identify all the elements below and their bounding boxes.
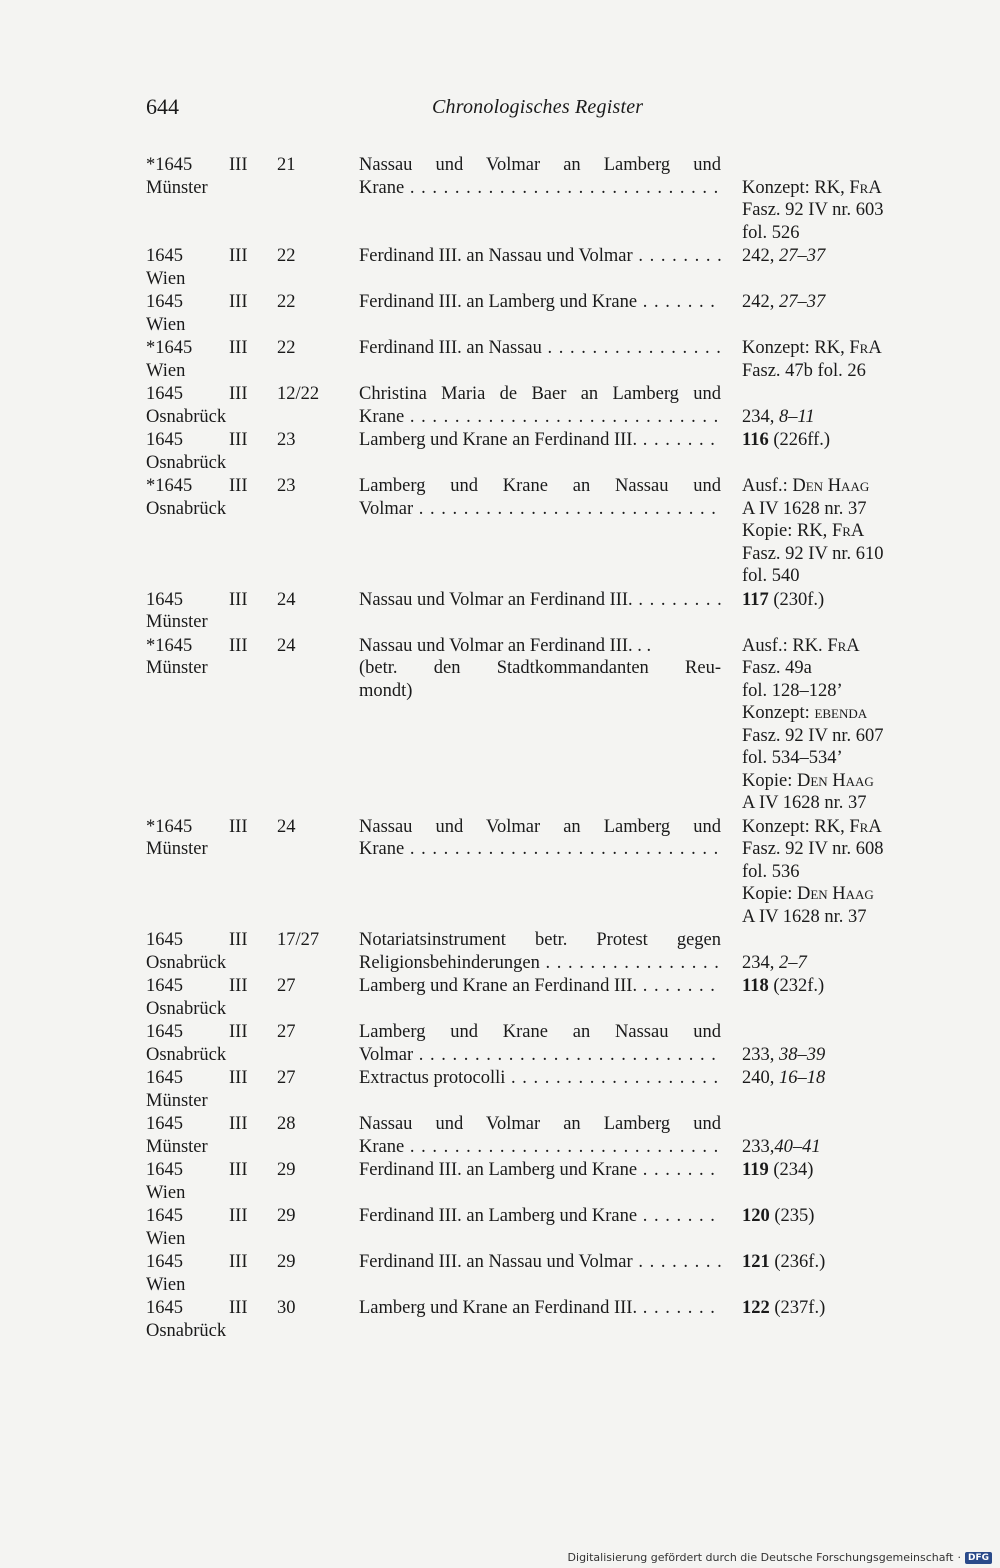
entry-place: Münster <box>146 1136 208 1157</box>
entry-month: III <box>229 338 248 358</box>
description-line: Extractus protocolli . . . <box>359 1067 721 1090</box>
register-entry <box>0 1205 1000 1250</box>
description-line: Religionsbehinderungen . . . <box>359 952 721 975</box>
entry-reference <box>742 406 942 429</box>
running-head: Chronologisches Register <box>432 96 644 118</box>
entry-reference <box>742 245 942 268</box>
description-line: Krane . . . <box>359 838 721 861</box>
description-line: Ferdinand III. an Lamberg und Krane . . . <box>359 291 721 314</box>
reference-line: fol. 534–534’ <box>742 748 843 768</box>
reference-line: Fasz. 47b fol. 26 <box>742 360 866 381</box>
entry-reference <box>742 429 942 452</box>
register-entry <box>0 589 1000 634</box>
reference-line: Fasz. 49a <box>742 658 812 678</box>
entry-description <box>359 929 721 974</box>
entry-reference <box>742 337 942 382</box>
reference-line: Ausf.: Den Haag <box>742 476 870 496</box>
register-entry <box>0 1067 1000 1112</box>
description-line: Nassau und Volmar an Ferdinand III. . . . <box>359 589 721 612</box>
entry-reference <box>742 291 942 314</box>
reference-line: 117 (230f.) <box>742 589 825 610</box>
reference-line: Kopie: RK, FrA <box>742 521 865 541</box>
entry-day: 23 <box>277 476 296 496</box>
entry-place: Osnabrück <box>146 498 227 519</box>
description-line: Krane . . . <box>359 1136 721 1159</box>
entry-day: 12/22 <box>277 384 320 404</box>
description-line: Volmar . . . <box>359 498 721 521</box>
reference-line: 242, 27–37 <box>742 292 826 312</box>
entry-month: III <box>229 635 248 656</box>
entry-day: 27 <box>277 976 296 996</box>
reference-line: Konzept: RK, FrA <box>742 816 882 837</box>
register-entry <box>0 1113 1000 1158</box>
reference-line: Konzept: RK, FrA <box>742 338 882 358</box>
entry-place: Wien <box>146 1228 186 1249</box>
description-line: Krane . . . <box>359 177 721 200</box>
entry-description <box>359 1067 721 1090</box>
description-line: Ferdinand III. an Lamberg und Krane . . . <box>359 1205 721 1228</box>
entry-year: 1645 <box>146 1252 183 1272</box>
reference-line: 233,40–41 <box>742 1136 821 1157</box>
entry-year: 1645 <box>146 1206 183 1226</box>
entry-month: III <box>229 1114 248 1134</box>
register-entry <box>0 337 1000 382</box>
entry-year: 1645 <box>146 246 183 266</box>
entry-reference <box>742 1251 942 1274</box>
reference-line: Fasz. 92 IV nr. 607 <box>742 725 884 746</box>
reference-line: 122 (237f.) <box>742 1298 826 1318</box>
description-line: Krane . . . <box>359 406 721 429</box>
entry-year: 1645 <box>146 1160 183 1180</box>
entry-year: *1645 <box>146 635 193 656</box>
entry-month: III <box>229 976 248 996</box>
reference-line: Konzept: RK, FrA <box>742 177 882 198</box>
description-line: Lamberg und Krane an Ferdinand III. . . . <box>359 975 721 998</box>
entry-month: III <box>229 1298 248 1318</box>
reference-line: 242, 27–37 <box>742 246 826 266</box>
entry-day: 23 <box>277 430 296 450</box>
entry-year: 1645 <box>146 292 183 312</box>
description-line: Ferdinand III. an Lamberg und Krane . . . <box>359 1159 721 1182</box>
entry-year: *1645 <box>146 816 193 837</box>
entry-description <box>359 1297 721 1320</box>
entry-month: III <box>229 430 248 450</box>
entry-year: *1645 <box>146 476 193 496</box>
reference-line: Fasz. 92 IV nr. 608 <box>742 839 884 859</box>
description-line: Ferdinand III. an Nassau und Volmar . . . <box>359 245 721 268</box>
entry-place: Wien <box>146 1182 186 1203</box>
register-entry <box>0 429 1000 474</box>
reference-line: Fasz. 92 IV nr. 610 <box>742 543 884 564</box>
entry-reference <box>742 589 942 612</box>
entry-reference <box>742 1136 942 1159</box>
entry-year: *1645 <box>146 338 193 358</box>
entry-description <box>359 154 721 199</box>
entry-day: 27 <box>277 1022 296 1042</box>
entry-day: 21 <box>277 155 296 175</box>
entry-description <box>359 475 721 520</box>
description-line: mondt) <box>359 680 413 701</box>
dfg-logo: DFG <box>965 1552 992 1564</box>
entry-day: 30 <box>277 1298 296 1318</box>
entry-reference <box>742 1067 942 1090</box>
entry-day: 24 <box>277 635 296 656</box>
entry-year: 1645 <box>146 430 183 450</box>
reference-line: 240, 16–18 <box>742 1068 826 1088</box>
entry-description <box>359 635 721 703</box>
reference-line: Konzept: ebenda <box>742 703 868 723</box>
reference-line: 121 (236f.) <box>742 1252 826 1272</box>
entry-place: Münster <box>146 1090 208 1111</box>
reference-line: 118 (232f.) <box>742 976 825 996</box>
entry-description <box>359 1021 721 1066</box>
entry-place: Münster <box>146 612 208 632</box>
entry-place: Osnabrück <box>146 1320 227 1341</box>
entry-month: III <box>229 1252 248 1272</box>
entry-description <box>359 337 721 360</box>
reference-line: fol. 526 <box>742 222 800 243</box>
entry-place: Münster <box>146 658 208 678</box>
entry-place: Wien <box>146 314 186 335</box>
entry-day: 24 <box>277 589 296 610</box>
entry-day: 27 <box>277 1068 296 1088</box>
entry-year: 1645 <box>146 976 183 996</box>
description-line: Volmar . . . <box>359 1044 721 1067</box>
reference-line: Kopie: Den Haag <box>742 884 874 904</box>
entry-reference <box>742 816 942 929</box>
reference-line: Fasz. 92 IV nr. 603 <box>742 200 884 220</box>
reference-line: 234, 8–11 <box>742 406 815 427</box>
reference-line: A IV 1628 nr. 37 <box>742 498 867 519</box>
entry-month: III <box>229 384 248 404</box>
description-line: Lamberg und Krane an Nassau und <box>359 1022 721 1042</box>
entry-reference <box>742 177 942 245</box>
entry-description <box>359 1113 721 1158</box>
entry-month: III <box>229 930 248 950</box>
entry-place: Osnabrück <box>146 952 227 973</box>
description-line: Lamberg und Krane an Nassau und <box>359 476 721 496</box>
description-line: Christina Maria de Baer an Lamberg und <box>359 384 721 404</box>
entry-place: Wien <box>146 1274 186 1295</box>
entry-day: 29 <box>277 1160 296 1180</box>
entry-place: Osnabrück <box>146 1044 227 1065</box>
entry-description <box>359 589 721 612</box>
description-line: Lamberg und Krane an Ferdinand III. . . . <box>359 1297 721 1320</box>
reference-line: 120 (235) <box>742 1206 815 1226</box>
reference-line: fol. 536 <box>742 861 800 882</box>
description-line: Nassau und Volmar an Lamberg und <box>359 816 721 837</box>
entry-description <box>359 383 721 428</box>
entry-description <box>359 1251 721 1274</box>
reference-line: fol. 540 <box>742 566 800 586</box>
reference-line: 233, 38–39 <box>742 1044 826 1065</box>
entry-day: 29 <box>277 1206 296 1226</box>
entry-month: III <box>229 1206 248 1226</box>
register-entry <box>0 929 1000 974</box>
entry-month: III <box>229 1068 248 1088</box>
entry-place: Wien <box>146 360 186 381</box>
entry-reference <box>742 1044 942 1067</box>
entry-year: 1645 <box>146 384 183 404</box>
entry-description <box>359 1159 721 1182</box>
entry-year: 1645 <box>146 589 183 610</box>
register-entry <box>0 635 1000 815</box>
description-line: Ferdinand III. an Nassau und Volmar . . . <box>359 1251 721 1274</box>
footer-text: Digitalisierung gefördert durch die Deutsche Forschungsgemeinschaft <box>567 1551 954 1564</box>
register-entry <box>0 1159 1000 1204</box>
entry-month: III <box>229 589 248 610</box>
entry-place: Münster <box>146 177 208 198</box>
reference-line: 234, 2–7 <box>742 952 807 973</box>
entry-place: Osnabrück <box>146 406 227 427</box>
entry-reference <box>742 635 942 815</box>
description-line: Nassau und Volmar an Ferdinand III. . . <box>359 635 652 656</box>
entry-reference <box>742 975 942 998</box>
entry-day: 29 <box>277 1252 296 1272</box>
entry-day: 22 <box>277 292 296 312</box>
register-entry <box>0 1297 1000 1342</box>
entry-description <box>359 245 721 268</box>
entry-reference <box>742 1205 942 1228</box>
reference-line: fol. 128–128’ <box>742 680 843 701</box>
entry-description <box>359 1205 721 1228</box>
register-entry <box>0 1021 1000 1066</box>
entry-month: III <box>229 816 248 837</box>
register-entry <box>0 1251 1000 1296</box>
entry-year: 1645 <box>146 1068 183 1088</box>
entry-day: 22 <box>277 246 296 266</box>
entry-month: III <box>229 1160 248 1180</box>
description-line: Notariatsinstrument betr. Protest gegen <box>359 930 721 950</box>
entry-year: 1645 <box>146 1114 183 1134</box>
entry-reference <box>742 952 942 975</box>
description-line: Lamberg und Krane an Ferdinand III. . . . <box>359 429 721 452</box>
reference-line: 119 (234) <box>742 1160 814 1180</box>
entry-year: 1645 <box>146 1022 183 1042</box>
register-entries <box>0 154 1000 1343</box>
entry-day: 17/27 <box>277 930 320 950</box>
entry-reference <box>742 475 942 588</box>
register-entry <box>0 383 1000 428</box>
register-entry <box>0 816 1000 929</box>
entry-year: 1645 <box>146 1298 183 1318</box>
entry-reference <box>742 1297 942 1320</box>
entry-description <box>359 291 721 314</box>
register-entry <box>0 475 1000 588</box>
description-line: (betr. den Stadtkommandanten Reu- <box>359 658 721 678</box>
description-line: Ferdinand III. an Nassau . . . <box>359 337 721 360</box>
entry-day: 22 <box>277 338 296 358</box>
entry-year: 1645 <box>146 930 183 950</box>
register-entry <box>0 291 1000 336</box>
entry-description <box>359 816 721 861</box>
reference-line: 116 (226ff.) <box>742 430 831 450</box>
entry-month: III <box>229 155 248 175</box>
reference-line: A IV 1628 nr. 37 <box>742 793 867 813</box>
entry-place: Osnabrück <box>146 452 227 473</box>
reference-line: Kopie: Den Haag <box>742 770 874 791</box>
entry-place: Wien <box>146 268 186 289</box>
register-entry <box>0 154 1000 244</box>
entry-month: III <box>229 476 248 496</box>
entry-place: Münster <box>146 839 208 859</box>
entry-day: 28 <box>277 1114 296 1134</box>
entry-description <box>359 975 721 998</box>
entry-reference <box>742 1159 942 1182</box>
description-line: Nassau und Volmar an Lamberg und <box>359 155 721 175</box>
page-number: 644 <box>146 94 179 119</box>
register-entry <box>0 245 1000 290</box>
footer: Digitalisierung gefördert durch die Deutsche Forschungsgemeinschaft · DFG <box>568 1551 992 1564</box>
entry-month: III <box>229 1022 248 1042</box>
description-line: Nassau und Volmar an Lamberg und <box>359 1114 721 1134</box>
entry-year: *1645 <box>146 155 193 175</box>
entry-month: III <box>229 292 248 312</box>
entry-place: Osnabrück <box>146 998 227 1019</box>
entry-day: 24 <box>277 816 296 837</box>
register-entry <box>0 975 1000 1020</box>
entry-month: III <box>229 246 248 266</box>
reference-line: Ausf.: RK. FrA <box>742 635 860 656</box>
entry-description <box>359 429 721 452</box>
reference-line: A IV 1628 nr. 37 <box>742 906 867 927</box>
